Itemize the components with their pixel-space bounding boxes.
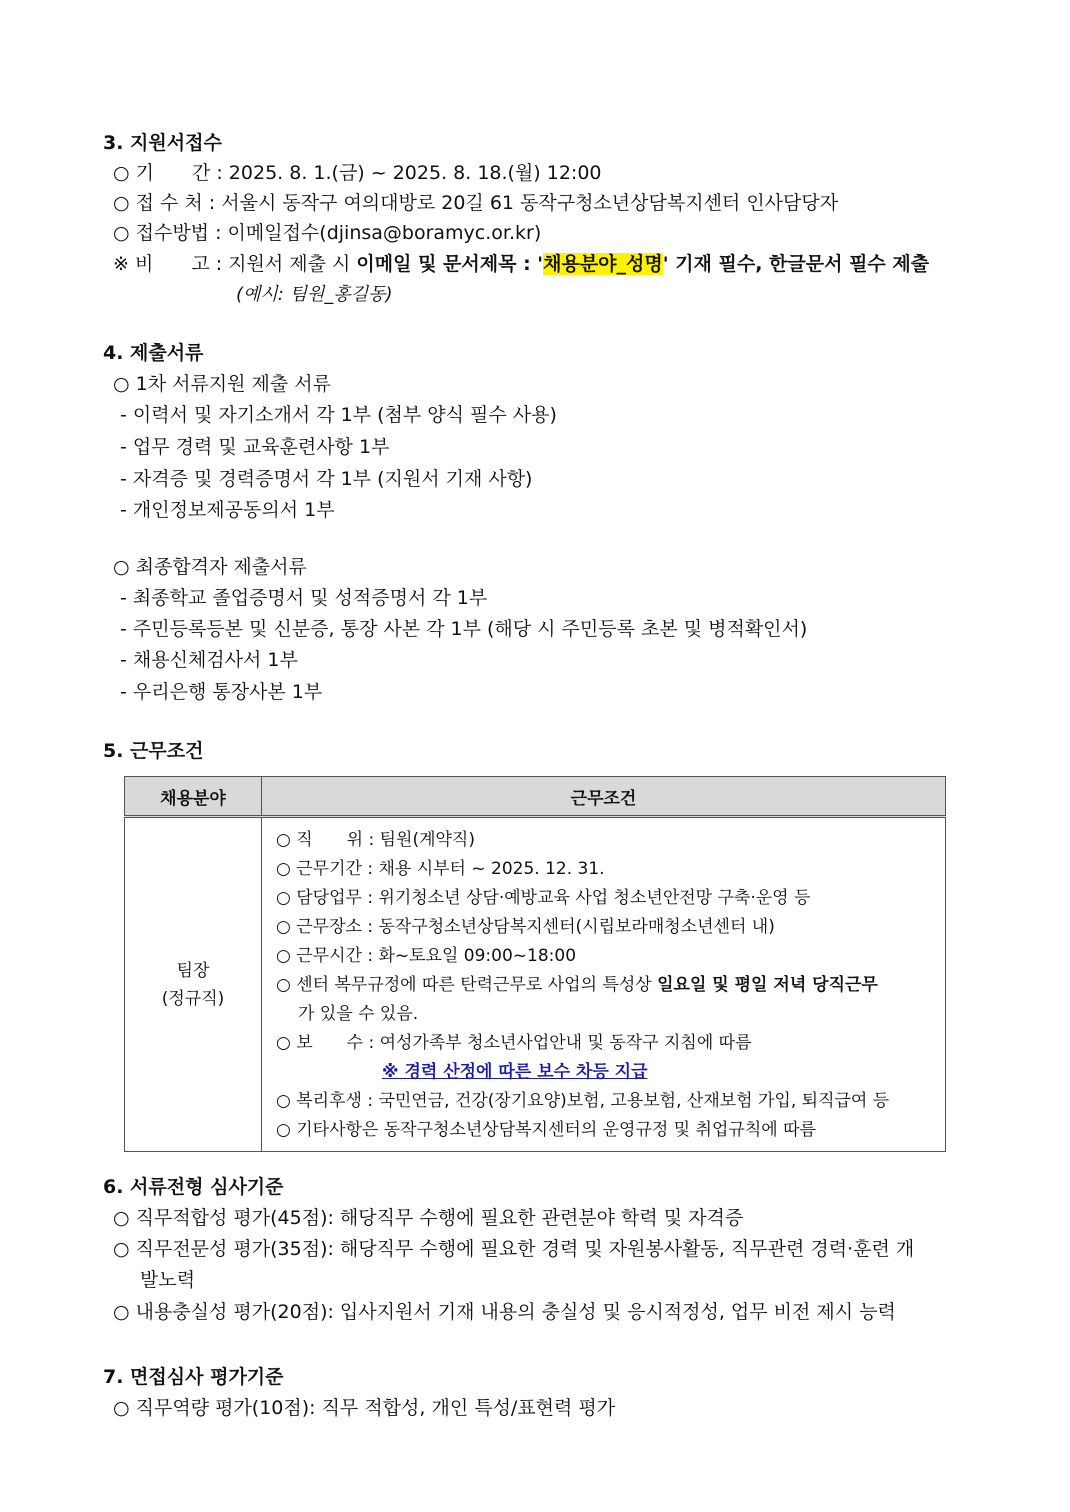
cond-etc: ○ 기타사항은 동작구청소년상담복지센터의 운영규정 및 취업규칙에 따름	[276, 1120, 816, 1140]
field-name: 팀장	[176, 960, 210, 981]
cond-flex-cont: 가 있을 수 있음.	[298, 1004, 419, 1024]
note-bold-1: 이메일 및 문서제목 : '	[356, 253, 544, 275]
note-prefix: ※ 비 고 : 지원서 제출 시	[113, 253, 357, 275]
list-item: - 우리은행 통장사본 1부	[120, 681, 323, 703]
list-item: - 업무 경력 및 교육훈련사항 1부	[120, 436, 390, 458]
cond-flex-prefix: ○ 센터 복무규정에 따른 탄력근무로 사업의 특성상	[276, 975, 658, 995]
place-line: ○ 접 수 처 : 서울시 동작구 여의대방로 20길 61 동작구청소년상담복지센터 인사담당자	[113, 192, 839, 214]
cond-rank: ○ 직 위 : 팀원(계약직)	[276, 830, 475, 850]
final-docs-head: ○ 최종합격자 제출서류	[113, 556, 307, 578]
cond-term: ○ 근무기간 : 채용 시부터 ~ 2025. 12. 31.	[276, 859, 605, 879]
pay-note-text: ※ 경력 산정에 따른 보수 차등 지급	[382, 1062, 648, 1082]
example-line: (예시: 팀원_홍길동)	[236, 284, 393, 305]
cond-pay-note	[276, 1058, 937, 1087]
note-bold-2: ' 기재 필수, 한글문서 필수 제출	[662, 253, 930, 275]
criteria-item: ○ 직무적합성 평가(45점): 해당직무 수행에 필요한 관련분야 학력 및 자격증	[113, 1207, 744, 1229]
criteria-item: ○ 내용충실성 평가(20점): 입사지원서 기재 내용의 충실성 및 응시적정성, 업무 비전 제시 능력	[113, 1301, 896, 1323]
conditions-cell	[262, 817, 946, 1152]
list-item: - 개인정보제공동의서 1부	[120, 499, 335, 521]
note-line	[113, 251, 929, 277]
table-row	[125, 817, 946, 1152]
list-item: - 채용신체검사서 1부	[120, 649, 298, 671]
criteria-item: ○ 직무전문성 평가(35점): 해당직무 수행에 필요한 경력 및 자원봉사활동, 직무관련 경력·훈련 개	[113, 1238, 915, 1260]
list-item: - 이력서 및 자기소개서 각 1부 (첨부 양식 필수 사용)	[120, 404, 557, 426]
field-type: (정규직)	[161, 988, 225, 1009]
period-line: ○ 기 간 : 2025. 8. 1.(금) ~ 2025. 8. 18.(월) 12:00	[113, 162, 602, 184]
cond-welfare: ○ 복리후생 : 국민연금, 건강(장기요양)보험, 고용보험, 산재보험 가입, 퇴직급여 등	[276, 1091, 890, 1111]
section-3-title: 3. 지원서접수	[103, 132, 222, 154]
table-header-row	[125, 777, 946, 817]
criteria-item-cont: 발노력	[140, 1269, 196, 1291]
section-6-title: 6. 서류전형 심사기준	[103, 1176, 284, 1198]
cond-flex	[276, 971, 937, 1000]
work-conditions-table	[124, 776, 946, 1152]
method-line: ○ 접수방법 : 이메일접수(djinsa@boramyc.or.kr)	[113, 222, 542, 244]
list-item: - 최종학교 졸업증명서 및 성적증명서 각 1부	[120, 587, 488, 609]
section-7-title: 7. 면접심사 평가기준	[103, 1366, 284, 1388]
col-header-field: 채용분야	[125, 777, 262, 817]
list-item: - 주민등록등본 및 신분증, 통장 사본 각 1부 (해당 시 주민등록 초본 및 병적확인서)	[120, 618, 808, 640]
cond-hours: ○ 근무시간 : 화~토요일 09:00~18:00	[276, 946, 577, 966]
field-cell	[125, 817, 262, 1152]
section-4-title: 4. 제출서류	[103, 342, 204, 364]
cond-pay: ○ 보 수 : 여성가족부 청소년사업안내 및 동작구 지침에 따름	[276, 1033, 752, 1053]
first-docs-head: ○ 1차 서류지원 제출 서류	[113, 373, 332, 395]
note-highlight: 채용분야_성명	[543, 253, 663, 275]
cond-duty: ○ 담당업무 : 위기청소년 상담·예방교육 사업 청소년안전망 구축·운영 등	[276, 888, 811, 908]
col-header-conditions: 근무조건	[262, 777, 946, 817]
section-5-title: 5. 근무조건	[103, 740, 204, 762]
list-item: - 자격증 및 경력증명서 각 1부 (지원서 기재 사항)	[120, 468, 533, 490]
cond-location: ○ 근무장소 : 동작구청소년상담복지센터(시립보라매청소년센터 내)	[276, 917, 775, 937]
cond-flex-bold: 일요일 및 평일 저녁 당직근무	[657, 975, 878, 995]
interview-item: ○ 직무역량 평가(10점): 직무 적합성, 개인 특성/표현력 평가	[113, 1397, 616, 1419]
